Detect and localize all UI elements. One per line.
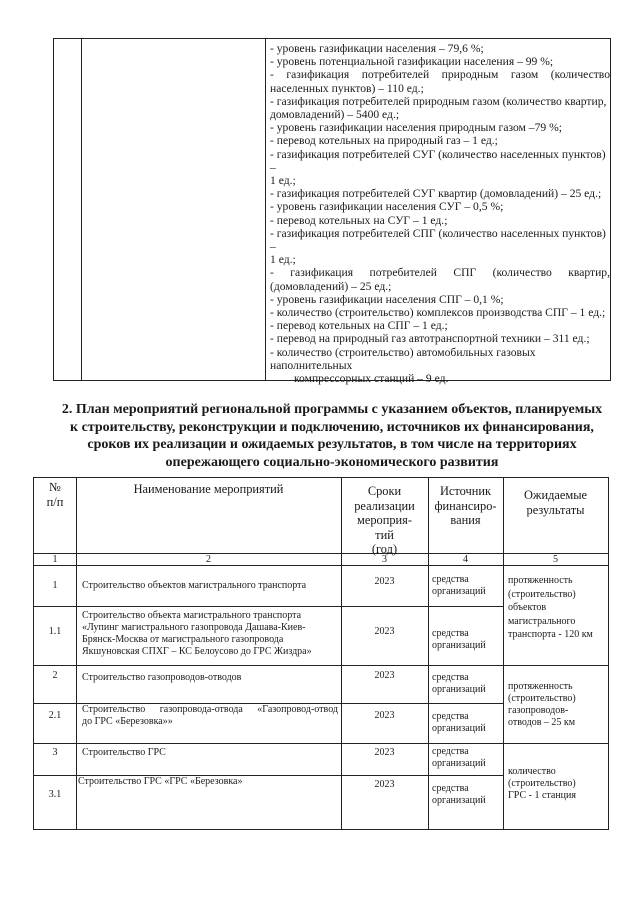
row-year: 2023 [374, 747, 395, 758]
row-divider [34, 743, 608, 744]
row-source: средства организаций [432, 672, 486, 695]
plan-table [33, 477, 609, 830]
row-number: 1.1 [48, 626, 62, 637]
col-number: 1 [52, 554, 58, 565]
row-name: Строительство газопроводов-отводов [82, 672, 242, 683]
row-divider [34, 606, 503, 607]
indicator-line: - газификация потребителей природным газом (количество [270, 68, 610, 82]
indicators-table [53, 38, 611, 386]
result-group: протяженность (строительство) газопроводов- отводов – 25 км [508, 681, 576, 728]
row-source: средства организаций [432, 783, 486, 806]
indicator-line: - газификация потребителей СПГ (количество населенных пунктов) – [270, 226, 606, 254]
header-result: Ожидаемые результаты [523, 488, 588, 517]
row-number: 2 [52, 670, 58, 681]
indicator-line: - уровень газификации населения природным газом –79 %; [270, 121, 562, 135]
row-number: 3.1 [48, 789, 62, 800]
col-number: 5 [553, 554, 558, 565]
indicator-line: - уровень газификации населения СПГ – 0,1 %; [270, 292, 504, 306]
indicators-list [270, 42, 610, 385]
row-divider [34, 665, 608, 666]
indicator-line: - уровень газификации населения – 79,6 %; [270, 42, 484, 55]
row-year: 2023 [374, 710, 395, 721]
indicator-line: - количество (строительство) комплексов производства СПГ – 1 ед.; [270, 306, 606, 320]
col-divider [76, 478, 77, 829]
row-source: средства организаций [432, 574, 486, 597]
indicator-line: - количество (строительство) автомобильных газовых наполнительных [270, 345, 536, 372]
indicator-line: населенных пунктов) – 110 ед.; [270, 81, 424, 95]
row-name: Строительство газопровода-отвода «Газопровод-отвод до ГРС «Березовка»» [82, 704, 338, 727]
indicator-line: - газификация потребителей СПГ (количество квартир, [270, 266, 610, 280]
section-heading [53, 401, 611, 471]
row-name: Строительство ГРС [82, 747, 166, 758]
header-source: Источник финансиро- вания [434, 484, 497, 527]
col-number: 2 [206, 554, 211, 565]
row-source: средства организаций [432, 628, 486, 651]
row-source: средства организаций [432, 746, 486, 769]
indicator-line: - газификация потребителей природным газом (количество квартир, [270, 94, 607, 108]
indicator-line: - уровень потенциальной газификации населения – 99 %; [270, 55, 554, 69]
row-divider [34, 565, 608, 566]
indicators-table-col-2 [82, 39, 266, 380]
col-number: 4 [463, 554, 468, 565]
indicator-line: - уровень газификации населения СУГ – 0,5 %; [270, 200, 504, 214]
section-heading-line: 2. План мероприятий региональной программы с указанием объектов, планируемых [61, 402, 603, 417]
row-name: Строительство ГРС «ГРС «Березовка» [78, 776, 243, 787]
row-number: 2.1 [48, 710, 62, 721]
row-source: средства организаций [432, 711, 486, 734]
indicator-line: - перевод котельных на СУГ – 1 ед.; [270, 213, 448, 227]
indicators-table-col-1 [54, 39, 82, 380]
indicator-line: (домовладений) – 25 ед.; [270, 279, 392, 293]
row-number: 3 [52, 747, 58, 758]
header-num: № п/п [46, 480, 64, 509]
row-year: 2023 [374, 670, 395, 681]
row-number: 1 [52, 580, 58, 591]
header-term: Сроки реализации мероприя- тий (год) [354, 484, 415, 556]
row-year: 2023 [374, 626, 395, 637]
indicator-line: - газификация потребителей СУГ квартир (домовладений) – 25 ед.; [270, 187, 602, 201]
header-name: Наименование мероприятий [133, 482, 284, 496]
indicator-line: - газификация потребителей СУГ (количество населенных пунктов) – [270, 147, 606, 174]
row-name: Строительство объекта магистрального транспорта «Лупинг магистрального газопровода Дашава-Киев- Брянск-Москва от магистрального газопровода Якшуновская СПХГ – КС Белоусово до ГРС Жиздра» [82, 610, 312, 657]
result-group: протяженность (строительство) объектов магистрального транспорта - 120 км [508, 575, 593, 640]
col-number: 3 [382, 554, 387, 565]
row-year: 2023 [374, 779, 395, 790]
row-name: Строительство объектов магистрального транспорта [82, 580, 307, 591]
row-year: 2023 [374, 576, 395, 587]
indicator-line: домовладений) – 5400 ед.; [270, 108, 400, 122]
section-heading-line: сроков их реализации и ожидаемых результатов, в том числе на территориях [87, 437, 577, 453]
section-heading-line: опережающего социально-экономического развития [165, 454, 499, 470]
indicator-line: - перевод на природный газ автотранспортной техники – 311 ед.; [270, 332, 590, 346]
col-divider [428, 478, 429, 829]
indicator-line: 1 ед.; [270, 174, 296, 188]
indicator-line: 1 ед.; [270, 253, 296, 267]
section-heading-line: к строительству, реконструкции и подключению, источников их финансирования, [70, 419, 594, 435]
indicator-line: - перевод котельных на природный газ – 1 ед.; [270, 134, 498, 148]
col-divider [503, 478, 504, 829]
indicator-line: компрессорных станций – 9 ед. [294, 372, 449, 386]
result-group: количество (строительство) ГРС - 1 станция [508, 766, 576, 801]
indicator-line: - перевод котельных на СПГ – 1 ед.; [270, 319, 448, 333]
